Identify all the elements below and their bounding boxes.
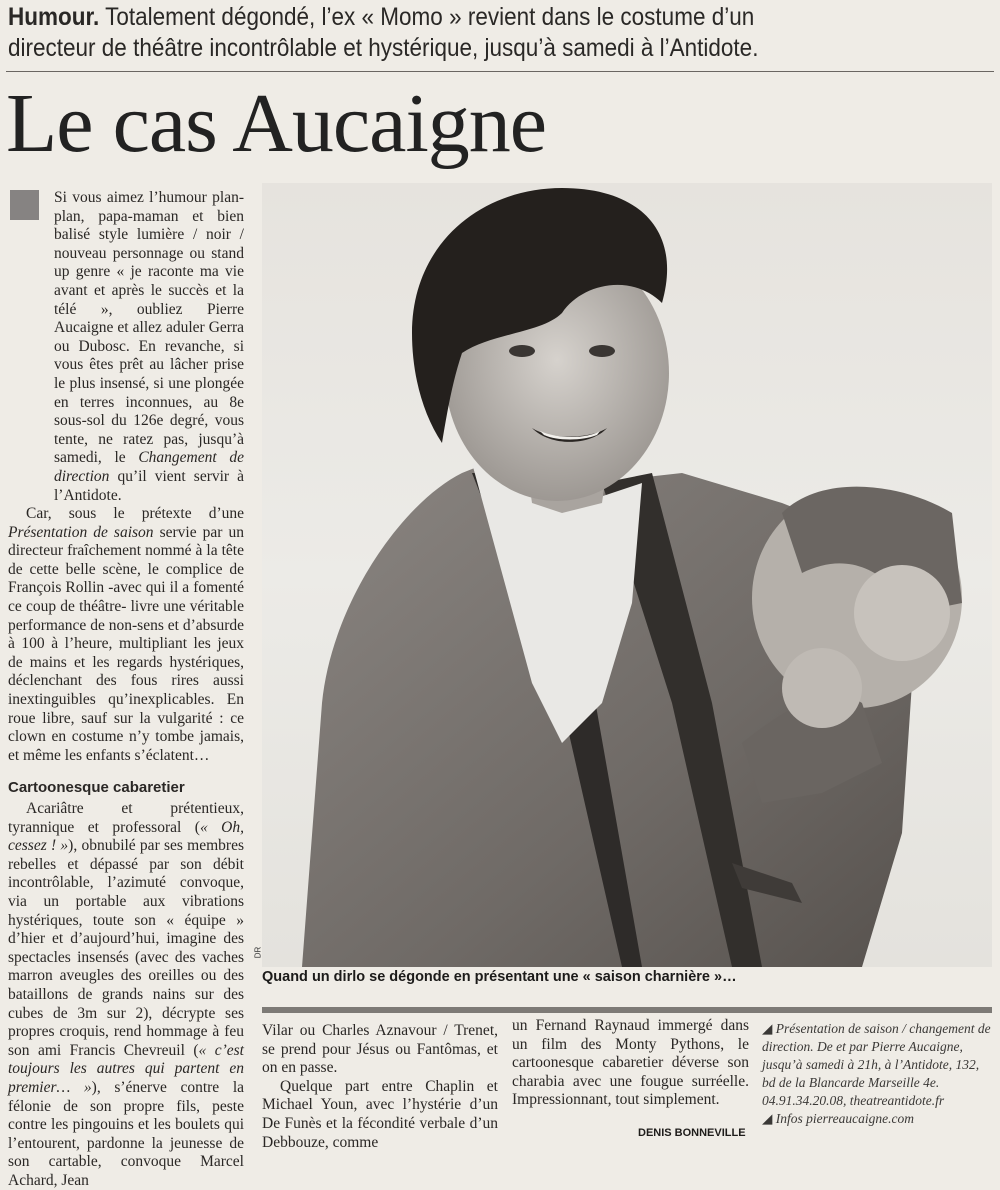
headline: Le cas Aucaigne	[6, 77, 547, 170]
paragraph-2-italic: Présentation de saison	[8, 523, 154, 541]
triangle-icon: ◢	[762, 1021, 776, 1036]
triangle-icon: ◢	[762, 1111, 776, 1126]
paragraph-1-text: Si vous aimez l’humour plan-plan, papa-maman et bien balisé style lumière / noir / nouveau personnage ou stand up genre « je raconte ma vie avant et après le succès et la télé », oubliez Pierre Aucaigne et allez aduler Gerra ou Dubosc. En revanche, si vous êtes prêt au lâcher prise le plus insensé, si une plongée en terres inconnues, au 8e sous-sol du 126e degré, vous tente, ne ratez pas, jusqu’à samedi, le	[54, 189, 244, 467]
paragraph-3-start: Acariâtre et prétentieux, tyrannique et professoral (	[8, 800, 244, 836]
photo-caption: Quand un dirlo se dégonde en présentant une « saison charnière »…	[262, 969, 737, 985]
paragraph-3-italic-1: « Oh, cessez ! »	[8, 818, 244, 855]
info-box	[762, 1020, 994, 1128]
info-line-1	[762, 1020, 994, 1092]
column-2-text-b: Quelque part entre Chaplin et Michael Youn, avec l’hystérie d’un De Funès et la fécondité verbale d’un Debbouze, comme	[262, 1077, 498, 1151]
kicker-text: Totalement dégondé, l’ex « Momo » revient dans le costume d’un	[105, 3, 755, 31]
info-line-2	[762, 1110, 994, 1128]
paragraph-2-end: servie par un directeur fraîchement nommé à la tête de cette belle scène, le complice de François Rollin -avec qui il a fomenté ce coup de théâtre- livre une véritable performance de non-sens et d’absurde à 100 à l’heure, multipliant les jeux de mains et les regards hystériques, déclenchant des fous rires aussi inextinguibles qu’inexplicables. En roue libre, sauf sur la vulgarité : ce clown en costume n’y tombe jamais, et même les enfants s’éclatent…	[8, 523, 244, 764]
kicker-rule	[6, 71, 994, 72]
info-line-2-text: Infos pierreaucaigne.com	[775, 1111, 914, 1126]
portrait-photo	[262, 183, 992, 967]
paragraph-3	[8, 800, 244, 1190]
kicker	[8, 2, 985, 64]
column-2-text: Vilar ou Charles Aznavour / Trenet, se prend pour Jésus ou Fantômas, et on en passe.	[262, 1022, 498, 1077]
paragraph-2-start: Car, sous le prétexte d’une	[26, 505, 244, 523]
article-column-3	[512, 1017, 749, 1110]
caption-rule	[262, 1007, 992, 1013]
portrait-illustration	[262, 183, 992, 967]
info-phone: 04.91.34.20.08, theatreantidote.fr	[762, 1093, 945, 1108]
article-column-1	[8, 189, 244, 1190]
paragraph-3-end: ), s’énerve contre la félonie de son propre fils, peste contre les pingouins et les boulets qui l’entourent, pardonne la jeunesse de son cartable, convoque Marcel Achard, Jean	[8, 1078, 245, 1189]
paragraph-1	[54, 189, 244, 505]
byline: DENIS BONNEVILLE	[638, 1127, 746, 1139]
kicker-text-2: directeur de théâtre incontrôlable et hystérique, jusqu’à samedi à l’Antidote.	[8, 34, 759, 62]
paragraph-3-italic-2: « c’est toujours les autres qui partent en premier… »	[8, 1041, 244, 1096]
paragraph-3-mid: ), obnubilé par ses membres rebelles et dépassé par son débit incontrôlable, l’azimuté convoque, via un portable aux vibrations hystériques, toute son « équipe » d’hier et d’aujourd’hui, imagine des spectacles insensés (avec des vaches marron aveugles des oreilles ou des bataillons de grands nains sur des cubes de 3m sur 2), décrypte ses propres croquis, rend hommage à feu son ami Francis Chevreuil (	[8, 837, 244, 1059]
subhead: Cartoonesque cabaretier	[8, 779, 185, 797]
kicker-label: Humour.	[8, 3, 100, 31]
column-3-text: un Fernand Raynaud immergé dans un film des Monty Pythons, le cartoonesque cabaretier déverse son charabia avec une fougue surréelle. Impressionnant, tout simplement.	[512, 1017, 749, 1109]
paragraph-1-end: qu’il vient servir à l’Antidote.	[54, 467, 244, 504]
paragraph-2	[8, 505, 244, 765]
info-line-1-text: Présentation de saison / changement de direction. De et par Pierre Aucaigne, jusqu’à samedi à 21h, à l’Antidote, 132, bd de la Blancarde Marseille 4e.	[762, 1021, 991, 1090]
article-column-2	[262, 1022, 498, 1152]
photo-credit: DR	[253, 946, 263, 959]
paragraph-1-italic: Changement de direction	[54, 449, 245, 485]
